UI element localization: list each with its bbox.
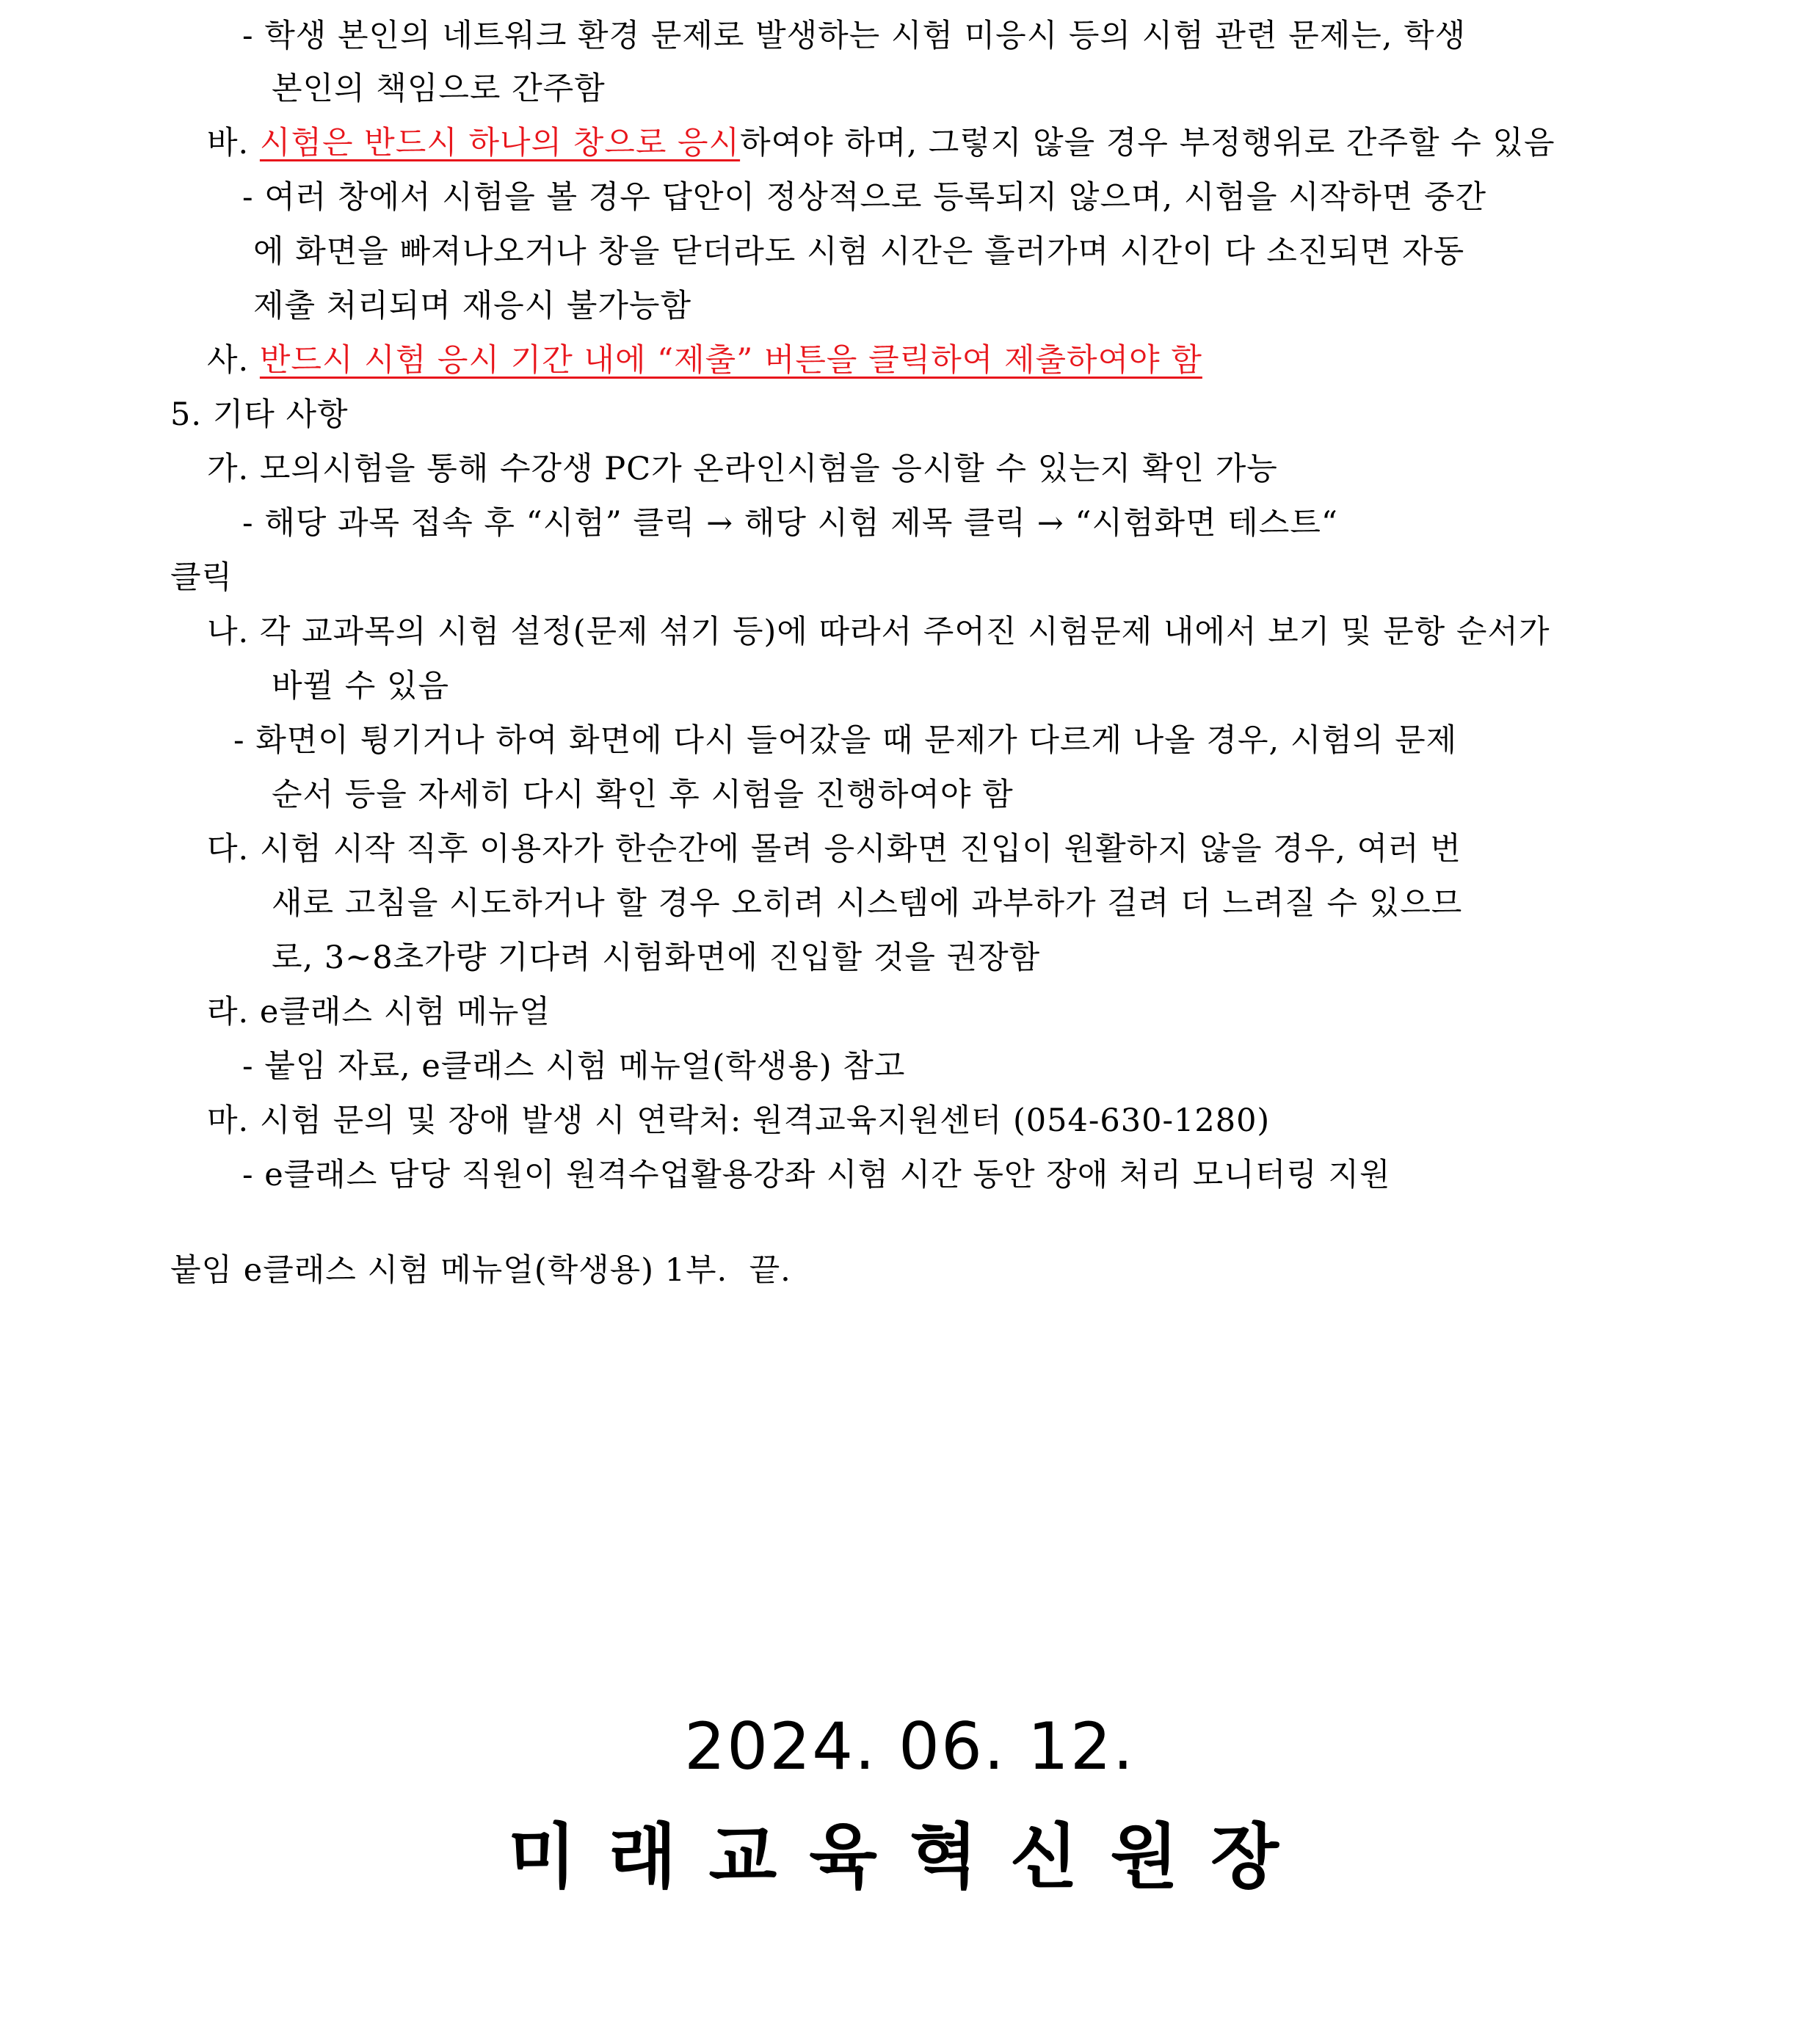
item-da-continued: 로, 3~8초가량 기다려 시험화면에 진입할 것을 권장함 xyxy=(272,939,1041,976)
attachment-line: 붙임 e클래스 시험 메뉴얼(학생용) 1부. 끝. xyxy=(170,1252,791,1289)
dash-line-continued: 제출 처리되며 재응시 불가능함 xyxy=(253,288,691,324)
document-date: 2024. 06. 12. xyxy=(684,1709,1135,1784)
dash-line-continued: 클릭 xyxy=(170,559,233,596)
dash-line: - 붙임 자료, e클래스 시험 메뉴얼(학생용) 참고 xyxy=(242,1048,906,1085)
dash-line: - 학생 본인의 네트워크 환경 문제로 발생하는 시험 미응시 등의 시험 관련 문제는, 학생 xyxy=(242,18,1467,54)
item-na-continued: 바뀔 수 있음 xyxy=(272,668,450,705)
item-da: 다. 시험 시작 직후 이용자가 한순간에 몰려 응시화면 진입이 원활하지 않을 경우, 여러 번 xyxy=(207,831,1462,868)
dash-line: - e클래스 담당 직원이 원격수업활용강좌 시험 시간 동안 장애 처리 모니터링 지원 xyxy=(242,1157,1391,1193)
dash-line-continued: 에 화면을 빠져나오거나 창을 닫더라도 시험 시간은 흘러가며 시간이 다 소진되면 자동 xyxy=(253,233,1465,270)
dash-line-continued: 본인의 책임으로 간주함 xyxy=(272,70,606,107)
item-ga: 가. 모의시험을 통해 수강생 PC가 온라인시험을 응시할 수 있는지 확인 가능 xyxy=(207,451,1278,487)
section-heading: 5. 기타 사항 xyxy=(170,396,349,433)
item-sa-emphasis: 반드시 시험 응시 기간 내에 “제출” 버튼을 클릭하여 제출하여야 함 xyxy=(259,342,1202,379)
item-ra: 라. e클래스 시험 메뉴얼 xyxy=(207,994,551,1030)
dash-line: - 해당 과목 접속 후 “시험” 클릭 → 해당 시험 제목 클릭 → “시험화면 테스트“ xyxy=(242,505,1338,542)
item-ba-emphasis: 시험은 반드시 하나의 창으로 응시 xyxy=(259,125,741,161)
item-ma: 마. 시험 문의 및 장애 발생 시 연락처: 원격교육지원센터 (054-630-1280) xyxy=(207,1102,1271,1139)
signatory-title: 미래교육혁신원장 xyxy=(508,1816,1311,1898)
dash-line: - 여러 창에서 시험을 볼 경우 답안이 정상적으로 등록되지 않으며, 시험을 시작하면 중간 xyxy=(242,179,1487,216)
dash-line-continued: 순서 등을 자세히 다시 확인 후 시험을 진행하여야 함 xyxy=(272,776,1014,813)
item-ba: 바. 시험은 반드시 하나의 창으로 응시하여야 하며, 그렇지 않을 경우 부정행위로 간주할 수 있음 xyxy=(207,125,1555,161)
item-da-continued: 새로 고침을 시도하거나 할 경우 오히려 시스템에 과부하가 걸려 더 느려질 수 있으므 xyxy=(272,885,1463,922)
dash-line: - 화면이 튕기거나 하여 화면에 다시 들어갔을 때 문제가 다르게 나올 경우, 시험의 문제 xyxy=(233,722,1458,759)
item-sa: 사. 반드시 시험 응시 기간 내에 “제출” 버튼을 클릭하여 제출하여야 함 xyxy=(207,342,1202,379)
item-na: 나. 각 교과목의 시험 설정(문제 섞기 등)에 따라서 주어진 시험문제 내에서 보기 및 문항 순서가 xyxy=(207,614,1550,650)
